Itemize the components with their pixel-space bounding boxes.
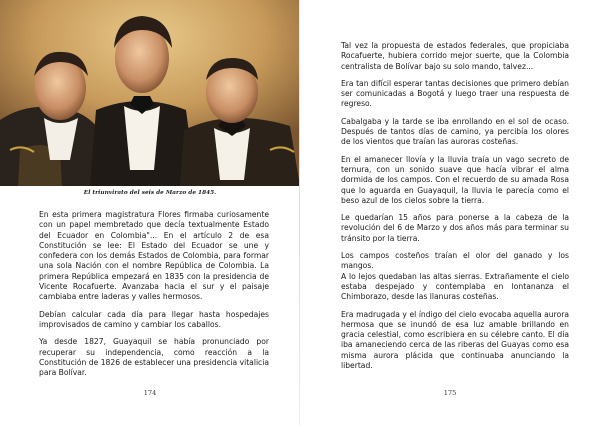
paragraph: Ya desde 1827, Guayaquil se había pronunciado por recuperar su independencia, como reacción a la Constitución de 1826 de establecer una presidencia vitalicia para Bolívar. [39, 337, 269, 378]
paragraph: Cabalgaba y la tarde se iba enrollando en el sol de ocaso. Después de tantos días de camino, ya percibía los olores de los vientos que traían las auroras costeñas. [341, 116, 569, 147]
paragraph: Los campos costeños traían el olor del ganado y los mangos. A lo lejos quedaban las altas sierras. Extrañamente el cielo estaba despejado y contemplaba en lontananza el Chimborazo, desde las llanuras costeñas. [341, 251, 569, 302]
paragraph: Le quedarían 15 años para ponerse a la cabeza de la revolución del 6 de Marzo y dos años más para terminar su tránsito por la tierra. [341, 213, 569, 243]
paragraph: Tal vez la propuesta de estados federales, que propiciaba Rocafuerte, hubiera corrido mejor suerte, que la Colombia centralista de Bolívar bajo su solo mando, talvez... [341, 41, 569, 71]
paragraph: En el amanecer llovía y la lluvia traía un vago secreto de ternura, con un sonido suave que hacía vibrar el alma dormida de los campos. Con el recuerdo de su amada Rosa que lo aguarda en Guayaquil, la lluvia le parecía como el beso azul de los cielos sobre la tierra. [341, 154, 569, 205]
paragraph: Era madrugada y el índigo del cielo evocaba aquella aurora hermosa que se inundó de esa luz amable brillando en gracia celestial, como escribiera en su célebre canto. El día iba amaneciendo cerca de las riberas del Guayas como esa misma aurora plácida que continuaba anunciando la libertad. [341, 309, 569, 371]
page-number-right: 175 [443, 389, 457, 397]
right-body-text [341, 41, 569, 371]
right-page [300, 0, 600, 425]
painting-caption: El triunvirato del seis de Marzo de 1845. [83, 190, 217, 196]
paragraph: Debían calcular cada día para llegar hasta hospedajes improvisados de camino y cambiar los caballos. [39, 309, 269, 329]
paragraph: En esta primera magistratura Flores firmaba curiosamente con un papel membretado que decía textualmente Estado del Ecuador en Colombia"... En el artículo 2 de esa Constitución se lee: El Estado del Ecuador se une y confedera con los demás Estados de Colombia, para formar una sola Nación con el nombre República de Colombia. La primera República empezará en 1835 con la presidencia de Vicente Rocafuerte. Avanzaba hacia el sur y el paisaje cambiaba entre laderas y valles hermosos. [39, 210, 269, 302]
paragraph: Era tan difícil esperar tantas decisiones que primero debían ser comunicadas a Bogotá y luego traer una respuesta de regreso. [341, 78, 569, 109]
page-number-left: 174 [143, 389, 157, 397]
portrait-painting [0, 0, 300, 186]
left-body-text [39, 210, 269, 378]
